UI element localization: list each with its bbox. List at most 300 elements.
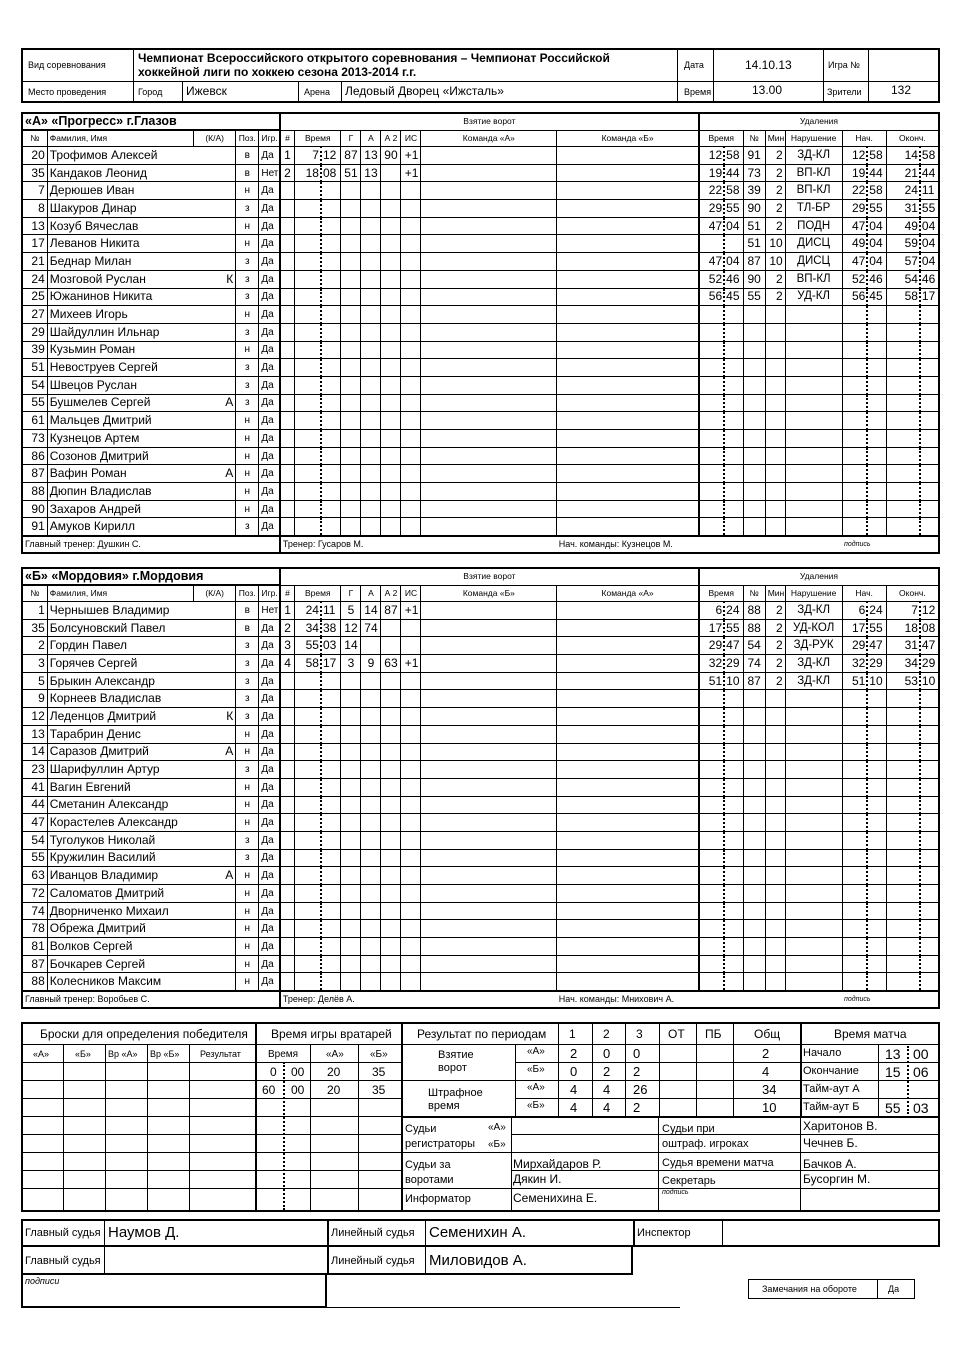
player-position: н bbox=[236, 483, 259, 501]
player-row bbox=[22, 323, 939, 341]
column-header: ИС bbox=[401, 585, 421, 602]
lineup-b-cell bbox=[557, 518, 699, 536]
player-name-cell bbox=[47, 814, 193, 832]
penalty-start-min bbox=[842, 518, 867, 536]
penalty-end-sec bbox=[920, 885, 939, 903]
penalty-start-sec bbox=[867, 376, 886, 394]
goal-cell bbox=[361, 412, 381, 430]
penalty-start-sec bbox=[867, 725, 886, 743]
penalty-start-sec bbox=[867, 323, 886, 341]
column-header: Оконч. bbox=[886, 130, 939, 147]
player-name: Южанинов Никита bbox=[49, 289, 153, 304]
penalty-minutes bbox=[765, 394, 785, 412]
penalty-minutes bbox=[765, 412, 785, 430]
penalty-end-sec bbox=[920, 690, 939, 708]
goal-cell bbox=[341, 235, 361, 253]
penalty-time-min: 17 bbox=[699, 619, 724, 637]
lineup-b-cell bbox=[557, 602, 699, 620]
penalty-start-sec: 04 bbox=[867, 253, 886, 271]
player-row bbox=[22, 708, 939, 726]
lineup-b-cell bbox=[557, 500, 699, 518]
player-row bbox=[22, 288, 939, 306]
penalty-end-min: 24 bbox=[886, 182, 920, 200]
penalty-minutes bbox=[765, 465, 785, 483]
goal-number bbox=[280, 253, 295, 271]
goal-cell bbox=[361, 690, 381, 708]
lineup-a-cell bbox=[421, 394, 557, 412]
player-role bbox=[194, 483, 236, 501]
penalty-minutes bbox=[765, 306, 785, 324]
player-number: 87 bbox=[22, 465, 47, 483]
penalty-end-sec bbox=[920, 920, 939, 938]
goal-cell bbox=[361, 465, 381, 483]
goal-cell bbox=[381, 814, 401, 832]
start-sec: 00 bbox=[913, 1046, 929, 1062]
penalty-time-min bbox=[699, 778, 724, 796]
player-number: 27 bbox=[22, 306, 47, 324]
player-played: Да bbox=[259, 483, 280, 501]
goal-cell bbox=[341, 690, 361, 708]
period-column-header: 1 bbox=[569, 1027, 576, 1041]
penalty-player bbox=[743, 708, 765, 726]
goal-cell bbox=[381, 938, 401, 956]
player-role bbox=[194, 637, 236, 655]
player-role bbox=[194, 849, 236, 867]
player-number: 21 bbox=[22, 253, 47, 271]
player-position: н bbox=[236, 778, 259, 796]
player-number: 3 bbox=[22, 655, 47, 673]
goal-cell bbox=[381, 217, 401, 235]
goal-cell bbox=[381, 182, 401, 200]
column-header: № bbox=[743, 585, 765, 602]
lineup-b-cell bbox=[557, 672, 699, 690]
shootout-column-header: Вр «А» bbox=[108, 1049, 138, 1059]
goal-number bbox=[280, 394, 295, 412]
penalty-start-min: 32 bbox=[842, 655, 867, 673]
penalty-time-min bbox=[699, 973, 724, 991]
goal-cell bbox=[401, 938, 421, 956]
lineup-b-cell bbox=[557, 778, 699, 796]
goal-cell bbox=[381, 955, 401, 973]
penalty-end-min bbox=[886, 376, 920, 394]
period-value: 0 bbox=[603, 1046, 611, 1061]
referee-label-1: Главный судья bbox=[25, 1227, 101, 1239]
player-position: н bbox=[236, 235, 259, 253]
goals-title: Взятие ворот bbox=[280, 568, 699, 585]
penalty-player: 90 bbox=[743, 200, 765, 218]
player-number: 55 bbox=[22, 394, 47, 412]
goal-time-min bbox=[295, 253, 321, 271]
goal-cell bbox=[361, 394, 381, 412]
penalty-end-min: 57 bbox=[886, 253, 920, 271]
goal-time-min bbox=[295, 831, 321, 849]
penalty-start-min: 51 bbox=[842, 672, 867, 690]
player-played: Да bbox=[259, 182, 280, 200]
player-number: 55 bbox=[22, 849, 47, 867]
player-name-cell bbox=[47, 672, 193, 690]
column-header: Оконч. bbox=[886, 585, 939, 602]
goal-number bbox=[280, 200, 295, 218]
goal-cell bbox=[401, 394, 421, 412]
goal-time-min: 18 bbox=[295, 164, 321, 182]
penalty-player bbox=[743, 359, 765, 377]
column-header: # bbox=[280, 585, 295, 602]
player-role bbox=[194, 376, 236, 394]
spectators-label: Зрители bbox=[827, 87, 862, 97]
goalie-time-sec: 00 bbox=[291, 1083, 305, 1097]
penalty-end-sec bbox=[920, 902, 939, 920]
lineup-b-cell bbox=[557, 447, 699, 465]
player-name: Дюпин Владислав bbox=[49, 483, 152, 498]
goal-cell bbox=[361, 814, 381, 832]
player-row bbox=[22, 885, 939, 903]
goal-number bbox=[280, 235, 295, 253]
goal-cell bbox=[361, 938, 381, 956]
goal-cell bbox=[341, 288, 361, 306]
lineup-a-cell bbox=[421, 973, 557, 991]
penalty-end-sec bbox=[920, 814, 939, 832]
penalty-time-sec bbox=[724, 973, 743, 991]
player-played: Да bbox=[259, 690, 280, 708]
goal-time-sec bbox=[321, 394, 341, 412]
team-title: «Б» «Мордовия» г.Мордовия bbox=[22, 568, 280, 585]
penalty-start-min bbox=[842, 778, 867, 796]
player-played: Да bbox=[259, 955, 280, 973]
goal-assist-1 bbox=[361, 637, 381, 655]
player-row bbox=[22, 518, 939, 536]
goal-cell bbox=[361, 235, 381, 253]
penalty-player bbox=[743, 938, 765, 956]
player-row bbox=[22, 849, 939, 867]
goal-number: 4 bbox=[280, 655, 295, 673]
player-name: Леванов Никита bbox=[49, 236, 140, 251]
penalty-infraction bbox=[785, 708, 842, 726]
penalty-start-min: 56 bbox=[842, 288, 867, 306]
goal-time-min bbox=[295, 796, 321, 814]
penalty-time-sec bbox=[724, 500, 743, 518]
penalty-time-min bbox=[699, 955, 724, 973]
player-name: Болсуновский Павел bbox=[49, 620, 166, 635]
player-position: з bbox=[236, 200, 259, 218]
goal-time-sec bbox=[321, 743, 341, 761]
goal-time-min bbox=[295, 465, 321, 483]
penalty-infraction bbox=[785, 394, 842, 412]
player-played: Да bbox=[259, 270, 280, 288]
penalty-start-min: 17 bbox=[842, 619, 867, 637]
goal-cell bbox=[401, 235, 421, 253]
penalty-time-sec bbox=[724, 447, 743, 465]
penalty-end-sec bbox=[920, 938, 939, 956]
player-played: Да bbox=[259, 447, 280, 465]
timeout_b-label: Тайм-аут Б bbox=[803, 1101, 860, 1113]
player-name: Захаров Андрей bbox=[49, 501, 141, 516]
penalty-start-min bbox=[842, 867, 867, 885]
penalty-infraction: ВП-КЛ bbox=[785, 182, 842, 200]
penalty-infraction bbox=[785, 743, 842, 761]
roster-table bbox=[21, 112, 940, 554]
player-row bbox=[22, 483, 939, 501]
player-name-cell bbox=[47, 938, 193, 956]
player-name: Чернышев Владимир bbox=[49, 602, 170, 617]
goal-cell bbox=[341, 973, 361, 991]
column-header: Время bbox=[699, 585, 743, 602]
lineup-b-cell bbox=[557, 465, 699, 483]
shootout-column-header: «Б» bbox=[75, 1049, 91, 1059]
goal-time-sec bbox=[321, 920, 341, 938]
player-position: н bbox=[236, 725, 259, 743]
penalty-minutes bbox=[765, 973, 785, 991]
penalty-end-min: 54 bbox=[886, 270, 920, 288]
player-role bbox=[194, 447, 236, 465]
goal-time-sec bbox=[321, 672, 341, 690]
penalty-end-min bbox=[886, 725, 920, 743]
penalty-player: 73 bbox=[743, 164, 765, 182]
player-row bbox=[22, 376, 939, 394]
player-number: 63 bbox=[22, 867, 47, 885]
goal-cell bbox=[381, 725, 401, 743]
goal-cell bbox=[401, 288, 421, 306]
goal-time-sec bbox=[321, 708, 341, 726]
goal-number bbox=[280, 270, 295, 288]
player-name-cell bbox=[47, 359, 193, 377]
penalty-player bbox=[743, 500, 765, 518]
penalty-player bbox=[743, 412, 765, 430]
goal-cell bbox=[381, 323, 401, 341]
penalty-end-min bbox=[886, 796, 920, 814]
goal-cell bbox=[341, 902, 361, 920]
player-row bbox=[22, 955, 939, 973]
goal-time-sec bbox=[321, 831, 341, 849]
player-row bbox=[22, 672, 939, 690]
goal-time-sec bbox=[321, 761, 341, 779]
penalty-infraction bbox=[785, 430, 842, 448]
player-number: 23 bbox=[22, 761, 47, 779]
penalty-infraction: ДИСЦ bbox=[785, 253, 842, 271]
goal-time-sec bbox=[321, 778, 341, 796]
penalty-player: 88 bbox=[743, 619, 765, 637]
column-header: Мин bbox=[765, 130, 785, 147]
shootout-title: Броски для определения победителя bbox=[40, 1027, 248, 1041]
penalty-minutes bbox=[765, 376, 785, 394]
penalty-end-sec: 04 bbox=[920, 253, 939, 271]
penalty-time-sec: 44 bbox=[724, 164, 743, 182]
goal-time-min: 7 bbox=[295, 147, 321, 165]
player-number: 20 bbox=[22, 147, 47, 165]
penalty-end-min bbox=[886, 341, 920, 359]
player-position: н bbox=[236, 743, 259, 761]
goal-cell bbox=[341, 831, 361, 849]
penalty-end-min: 34 bbox=[886, 655, 920, 673]
goal-scorer: 5 bbox=[341, 602, 361, 620]
penalty-end-sec: 08 bbox=[920, 619, 939, 637]
goal-assist-2 bbox=[381, 164, 401, 182]
player-position: н bbox=[236, 938, 259, 956]
goal-time-sec bbox=[321, 902, 341, 920]
penalty-time-min: 47 bbox=[699, 253, 724, 271]
goal-cell bbox=[401, 796, 421, 814]
lineup-b-cell bbox=[557, 323, 699, 341]
penalty-end-min bbox=[886, 323, 920, 341]
penalty-start-min bbox=[842, 814, 867, 832]
column-header: (К/А) bbox=[194, 585, 236, 602]
penalty-end-sec: 46 bbox=[920, 270, 939, 288]
penalty-time-min bbox=[699, 430, 724, 448]
player-position: з bbox=[236, 849, 259, 867]
goal-cell bbox=[401, 778, 421, 796]
goal-cell bbox=[401, 690, 421, 708]
penalty-end-min: 31 bbox=[886, 200, 920, 218]
lineup-a-cell bbox=[421, 430, 557, 448]
penalty-end-min bbox=[886, 306, 920, 324]
player-number: 25 bbox=[22, 288, 47, 306]
penalty-player bbox=[743, 761, 765, 779]
penalty-end-min bbox=[886, 778, 920, 796]
goal-cell bbox=[361, 376, 381, 394]
player-row bbox=[22, 973, 939, 991]
penalty-end-min bbox=[886, 867, 920, 885]
column-header: Г bbox=[341, 130, 361, 147]
lineup-a-cell bbox=[421, 217, 557, 235]
goal-cell bbox=[381, 920, 401, 938]
goal-cell bbox=[361, 743, 381, 761]
player-played: Нет bbox=[259, 164, 280, 182]
goal-cell bbox=[341, 341, 361, 359]
penalty-start-sec: 47 bbox=[867, 637, 886, 655]
goal-number bbox=[280, 708, 295, 726]
penalty-time-sec bbox=[724, 376, 743, 394]
player-position: н bbox=[236, 217, 259, 235]
player-position: н bbox=[236, 465, 259, 483]
goal-time-sec bbox=[321, 885, 341, 903]
summary-signature-label: подпись bbox=[662, 1189, 689, 1196]
penalty-end-min: 59 bbox=[886, 235, 920, 253]
penalty-end-sec bbox=[920, 306, 939, 324]
penalty-end-sec bbox=[920, 867, 939, 885]
player-name-cell bbox=[47, 690, 193, 708]
penalty-start-sec: 04 bbox=[867, 217, 886, 235]
penalty-end-sec bbox=[920, 796, 939, 814]
goal-cell bbox=[381, 885, 401, 903]
goal-cell bbox=[381, 761, 401, 779]
penalty-time-sec: 58 bbox=[724, 147, 743, 165]
goal-time-min bbox=[295, 200, 321, 218]
goal-number bbox=[280, 323, 295, 341]
goal-time-min bbox=[295, 359, 321, 377]
goal-time-min bbox=[295, 849, 321, 867]
penalty-end-min bbox=[886, 761, 920, 779]
penalty-end-min: 53 bbox=[886, 672, 920, 690]
player-name-cell bbox=[47, 483, 193, 501]
game-no-label: Игра № bbox=[828, 60, 860, 70]
penalty-time-sec bbox=[724, 867, 743, 885]
goal-number bbox=[280, 778, 295, 796]
player-name: Шарифуллин Артур bbox=[49, 762, 160, 777]
penalty-start-sec bbox=[867, 849, 886, 867]
team-chief: Нач. команды: Кузнецов М. bbox=[557, 536, 842, 553]
goal-cell bbox=[381, 253, 401, 271]
lineup-a-cell bbox=[421, 637, 557, 655]
goal-number: 2 bbox=[280, 619, 295, 637]
goal-number bbox=[280, 761, 295, 779]
goalie-a: 20 bbox=[327, 1083, 341, 1097]
venue-label: Место проведения bbox=[28, 87, 107, 97]
penalty-end-sec bbox=[920, 761, 939, 779]
lineup-a-cell bbox=[421, 465, 557, 483]
secretary: Бусоргин М. bbox=[803, 1172, 871, 1186]
goal-number bbox=[280, 217, 295, 235]
penalty-player bbox=[743, 447, 765, 465]
penalty-start-sec bbox=[867, 814, 886, 832]
goal-cell bbox=[381, 412, 401, 430]
end-min: 15 bbox=[885, 1064, 901, 1080]
timekeeper-label: Судья времени матча bbox=[662, 1157, 774, 1169]
column-header: (К/А) bbox=[194, 130, 236, 147]
goal-cell bbox=[341, 938, 361, 956]
player-number: 73 bbox=[22, 430, 47, 448]
goal-cell bbox=[361, 920, 381, 938]
player-row bbox=[22, 306, 939, 324]
player-name: Михеев Игорь bbox=[49, 307, 128, 322]
penalty-player bbox=[743, 973, 765, 991]
player-played: Да bbox=[259, 655, 280, 673]
goal-cell bbox=[381, 341, 401, 359]
goal-number bbox=[280, 500, 295, 518]
player-name: Колесников Максим bbox=[49, 974, 162, 989]
penalty-player bbox=[743, 323, 765, 341]
penalty-time-sec bbox=[724, 708, 743, 726]
player-position: н bbox=[236, 955, 259, 973]
penalties-title: Удаления bbox=[699, 568, 939, 585]
player-row bbox=[22, 465, 939, 483]
goal-cell bbox=[361, 902, 381, 920]
penalty-minutes: 2 bbox=[765, 655, 785, 673]
player-played: Да bbox=[259, 359, 280, 377]
player-played: Нет bbox=[259, 602, 280, 620]
lineup-b-cell bbox=[557, 708, 699, 726]
player-name-cell bbox=[47, 200, 193, 218]
goal-number bbox=[280, 743, 295, 761]
period-column-header: 3 bbox=[636, 1027, 643, 1041]
penalty-end-min bbox=[886, 885, 920, 903]
player-number: 13 bbox=[22, 725, 47, 743]
goal-number bbox=[280, 341, 295, 359]
player-role bbox=[194, 885, 236, 903]
player-role: К bbox=[194, 270, 236, 288]
lineup-a-cell bbox=[421, 619, 557, 637]
penalty-start-sec bbox=[867, 761, 886, 779]
penalty-start-min bbox=[842, 394, 867, 412]
goal-cell bbox=[341, 323, 361, 341]
goal-situation: +1 bbox=[401, 602, 421, 620]
player-role bbox=[194, 147, 236, 165]
player-name-cell bbox=[47, 955, 193, 973]
player-role: К bbox=[194, 708, 236, 726]
goal-time-sec bbox=[321, 796, 341, 814]
penalty-start-sec bbox=[867, 955, 886, 973]
penalty-time-min bbox=[699, 394, 724, 412]
goal-cell bbox=[381, 306, 401, 324]
player-name: Вагин Евгений bbox=[49, 779, 131, 794]
linesman-label-1: Линейный судья bbox=[331, 1227, 415, 1239]
player-number: 51 bbox=[22, 359, 47, 377]
player-role bbox=[194, 341, 236, 359]
column-header: Команда «А» bbox=[557, 585, 699, 602]
goal-scorer: 3 bbox=[341, 655, 361, 673]
penalty-minutes bbox=[765, 518, 785, 536]
player-name-cell bbox=[47, 831, 193, 849]
player-name-cell bbox=[47, 518, 193, 536]
penalty-infraction bbox=[785, 796, 842, 814]
